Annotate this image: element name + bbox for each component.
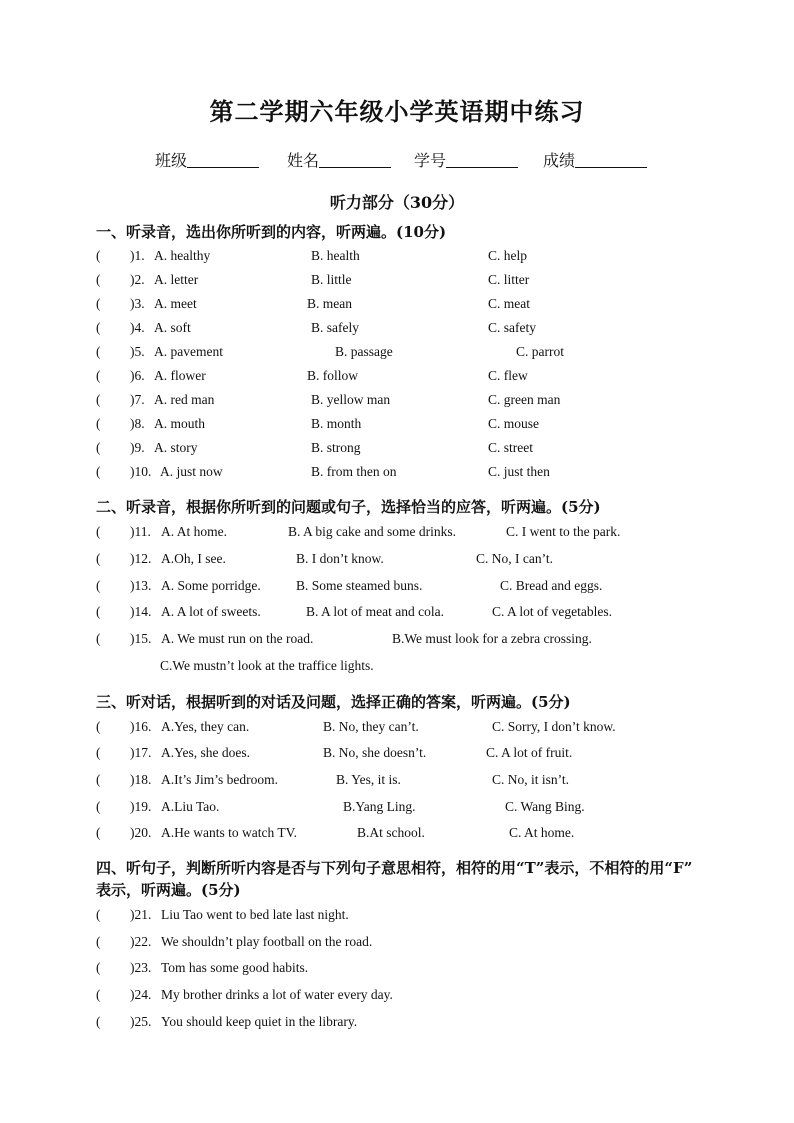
option-c: C. green man	[488, 392, 561, 407]
option-c: C. just then	[488, 464, 550, 479]
answer-paren[interactable]: (	[96, 272, 101, 287]
number-label: 学号	[414, 151, 447, 170]
option-a: A. flower	[154, 368, 206, 383]
option-a: A.Liu Tao.	[161, 799, 220, 814]
option-a: A. red man	[154, 392, 215, 407]
q-number: )8.	[130, 416, 145, 431]
option-a: A. healthy	[154, 248, 211, 263]
option-c: C. A lot of vegetables.	[492, 604, 612, 619]
answer-paren[interactable]: (	[96, 987, 101, 1002]
answer-paren[interactable]: (	[96, 745, 101, 760]
score-field[interactable]	[543, 148, 647, 171]
q-number: )25.	[130, 1014, 152, 1029]
option-a: A.Yes, she does.	[161, 745, 251, 760]
statement: Liu Tao went to bed late last night.	[161, 907, 349, 922]
answer-paren[interactable]: (	[96, 551, 101, 566]
answer-paren[interactable]: (	[96, 1014, 101, 1029]
answer-paren[interactable]: (	[96, 907, 101, 922]
class-label: 班级	[155, 151, 188, 170]
answer-paren[interactable]: (	[96, 799, 101, 814]
option-b: B.Yang Ling.	[343, 799, 416, 814]
option-c: C. mouse	[488, 416, 540, 431]
q-number: )21.	[130, 907, 152, 922]
option-c: C. street	[488, 440, 533, 455]
name-field[interactable]	[287, 148, 391, 171]
q-number: )23.	[130, 960, 152, 975]
q-number: )13.	[130, 578, 152, 593]
q-number: )24.	[130, 987, 152, 1002]
q-number: )20.	[130, 825, 152, 840]
answer-paren[interactable]: (	[96, 368, 101, 383]
answer-paren[interactable]: (	[96, 825, 101, 840]
option-b: B. little	[311, 272, 352, 287]
option-b: B. health	[311, 248, 360, 263]
option-c: C. flew	[488, 368, 528, 383]
option-b: B. Some steamed buns.	[296, 578, 423, 593]
option-b: B. from then on	[311, 464, 397, 479]
option-a: A.Oh, I see.	[161, 551, 226, 566]
number-blank[interactable]	[446, 151, 518, 168]
option-b: B. mean	[307, 296, 352, 311]
option-c: C. No, it isn’t.	[492, 772, 570, 787]
option-b: B. yellow man	[311, 392, 391, 407]
option-a: A.It’s Jim’s bedroom.	[161, 772, 278, 787]
q-number: )11.	[130, 524, 151, 539]
option-c: C. I went to the park.	[506, 524, 621, 539]
answer-paren[interactable]: (	[96, 440, 101, 455]
option-a: A. pavement	[154, 344, 223, 359]
answer-paren[interactable]: (	[96, 464, 101, 479]
answer-paren[interactable]: (	[96, 934, 101, 949]
answer-paren[interactable]: (	[96, 392, 101, 407]
q-number: )17.	[130, 745, 152, 760]
option-c: C. At home.	[509, 825, 575, 840]
q-number: )22.	[130, 934, 152, 949]
option-c: C. Bread and eggs.	[500, 578, 603, 593]
option-c: C. help	[488, 248, 527, 263]
option-c: C. parrot	[516, 344, 564, 359]
answer-paren[interactable]: (	[96, 719, 101, 734]
q-number: )18.	[130, 772, 152, 787]
q-number: )5.	[130, 344, 145, 359]
score-label: 成绩	[543, 151, 576, 170]
option-b: B. strong	[311, 440, 361, 455]
score-blank[interactable]	[575, 151, 647, 168]
statement: My brother drinks a lot of water every day.	[161, 987, 393, 1002]
option-b: B. follow	[307, 368, 359, 383]
answer-paren[interactable]: (	[96, 320, 101, 335]
statement: Tom has some good habits.	[161, 960, 309, 975]
option-c: C. safety	[488, 320, 536, 335]
q-number: )1.	[130, 248, 145, 263]
option-c: C. No, I can’t.	[476, 551, 553, 566]
option-a: A. A lot of sweets.	[161, 604, 261, 619]
option-b: B. passage	[335, 344, 393, 359]
option-a: A. just now	[160, 464, 223, 479]
option-c: C. litter	[488, 272, 530, 287]
option-b: B. A big cake and some drinks.	[288, 524, 456, 539]
answer-paren[interactable]: (	[96, 604, 101, 619]
section-1-heading: 一、听录音，选出你所听到的内容，听两遍。(10分)	[96, 223, 447, 241]
option-b: B. I don’t know.	[296, 551, 384, 566]
q-number: )16.	[130, 719, 152, 734]
option-b: B.At school.	[357, 825, 425, 840]
option-b: B. No, she doesn’t.	[323, 745, 427, 760]
section-2-heading: 二、听录音，根据你所听到的问题或句子，选择恰当的应答，听两遍。(5分)	[96, 498, 601, 516]
option-a: A.Yes, they can.	[161, 719, 250, 734]
answer-paren[interactable]: (	[96, 248, 101, 263]
q-number: )9.	[130, 440, 145, 455]
answer-paren[interactable]: (	[96, 960, 101, 975]
answer-paren[interactable]: (	[96, 772, 101, 787]
option-c: C. Sorry, I don’t know.	[492, 719, 616, 734]
option-b: B. safely	[311, 320, 359, 335]
option-b: B.We must look for a zebra crossing.	[392, 631, 592, 646]
option-c: C. A lot of fruit.	[486, 745, 573, 760]
answer-paren[interactable]: (	[96, 344, 101, 359]
answer-paren[interactable]: (	[96, 631, 101, 646]
q-number: )12.	[130, 551, 152, 566]
option-c: C.We mustn’t look at the traffice lights.	[160, 658, 374, 673]
option-a: A.He wants to watch TV.	[161, 825, 297, 840]
option-c: C. meat	[488, 296, 530, 311]
option-b: B. A lot of meat and cola.	[306, 604, 444, 619]
q-number: )19.	[130, 799, 152, 814]
option-c: C. Wang Bing.	[505, 799, 585, 814]
number-field[interactable]	[414, 148, 518, 171]
section-4-heading: 四、听句子，判断所听内容是否与下列句子意思相符，相符的用“T”表示，不相符的用“F”	[96, 859, 693, 877]
answer-paren[interactable]: (	[96, 524, 101, 539]
q-number: )15.	[130, 631, 152, 646]
name-blank[interactable]	[319, 151, 391, 168]
q-number: )3.	[130, 296, 145, 311]
answer-paren[interactable]: (	[96, 416, 101, 431]
q-number: )2.	[130, 272, 145, 287]
statement: You should keep quiet in the library.	[161, 1014, 358, 1029]
answer-paren[interactable]: (	[96, 578, 101, 593]
option-a: A. Some porridge.	[161, 578, 261, 593]
section-4-heading-cont: 表示，听两遍。(5分)	[96, 881, 241, 899]
name-label: 姓名	[287, 151, 320, 170]
option-a: A. story	[154, 440, 198, 455]
option-a: A. At home.	[161, 524, 227, 539]
option-b: B. No, they can’t.	[323, 719, 419, 734]
q-number: )10.	[130, 464, 152, 479]
option-a: A. letter	[154, 272, 199, 287]
answer-paren[interactable]: (	[96, 296, 101, 311]
option-a: A. meet	[154, 296, 197, 311]
option-a: A. We must run on the road.	[161, 631, 314, 646]
part-title: 听力部分（30分）	[329, 193, 465, 212]
q-number: )4.	[130, 320, 145, 335]
class-blank[interactable]	[187, 151, 259, 168]
class-field[interactable]	[155, 148, 259, 171]
q-number: )14.	[130, 604, 152, 619]
q-number: )6.	[130, 368, 145, 383]
option-b: B. Yes, it is.	[336, 772, 401, 787]
q-number: )7.	[130, 392, 145, 407]
option-a: A. mouth	[154, 416, 206, 431]
page-title: 第二学期六年级小学英语期中练习	[209, 98, 585, 126]
option-a: A. soft	[154, 320, 191, 335]
option-b: B. month	[311, 416, 362, 431]
statement: We shouldn’t play football on the road.	[161, 934, 373, 949]
section-3-heading: 三、听对话，根据听到的对话及问题，选择正确的答案，听两遍。(5分)	[96, 693, 571, 711]
